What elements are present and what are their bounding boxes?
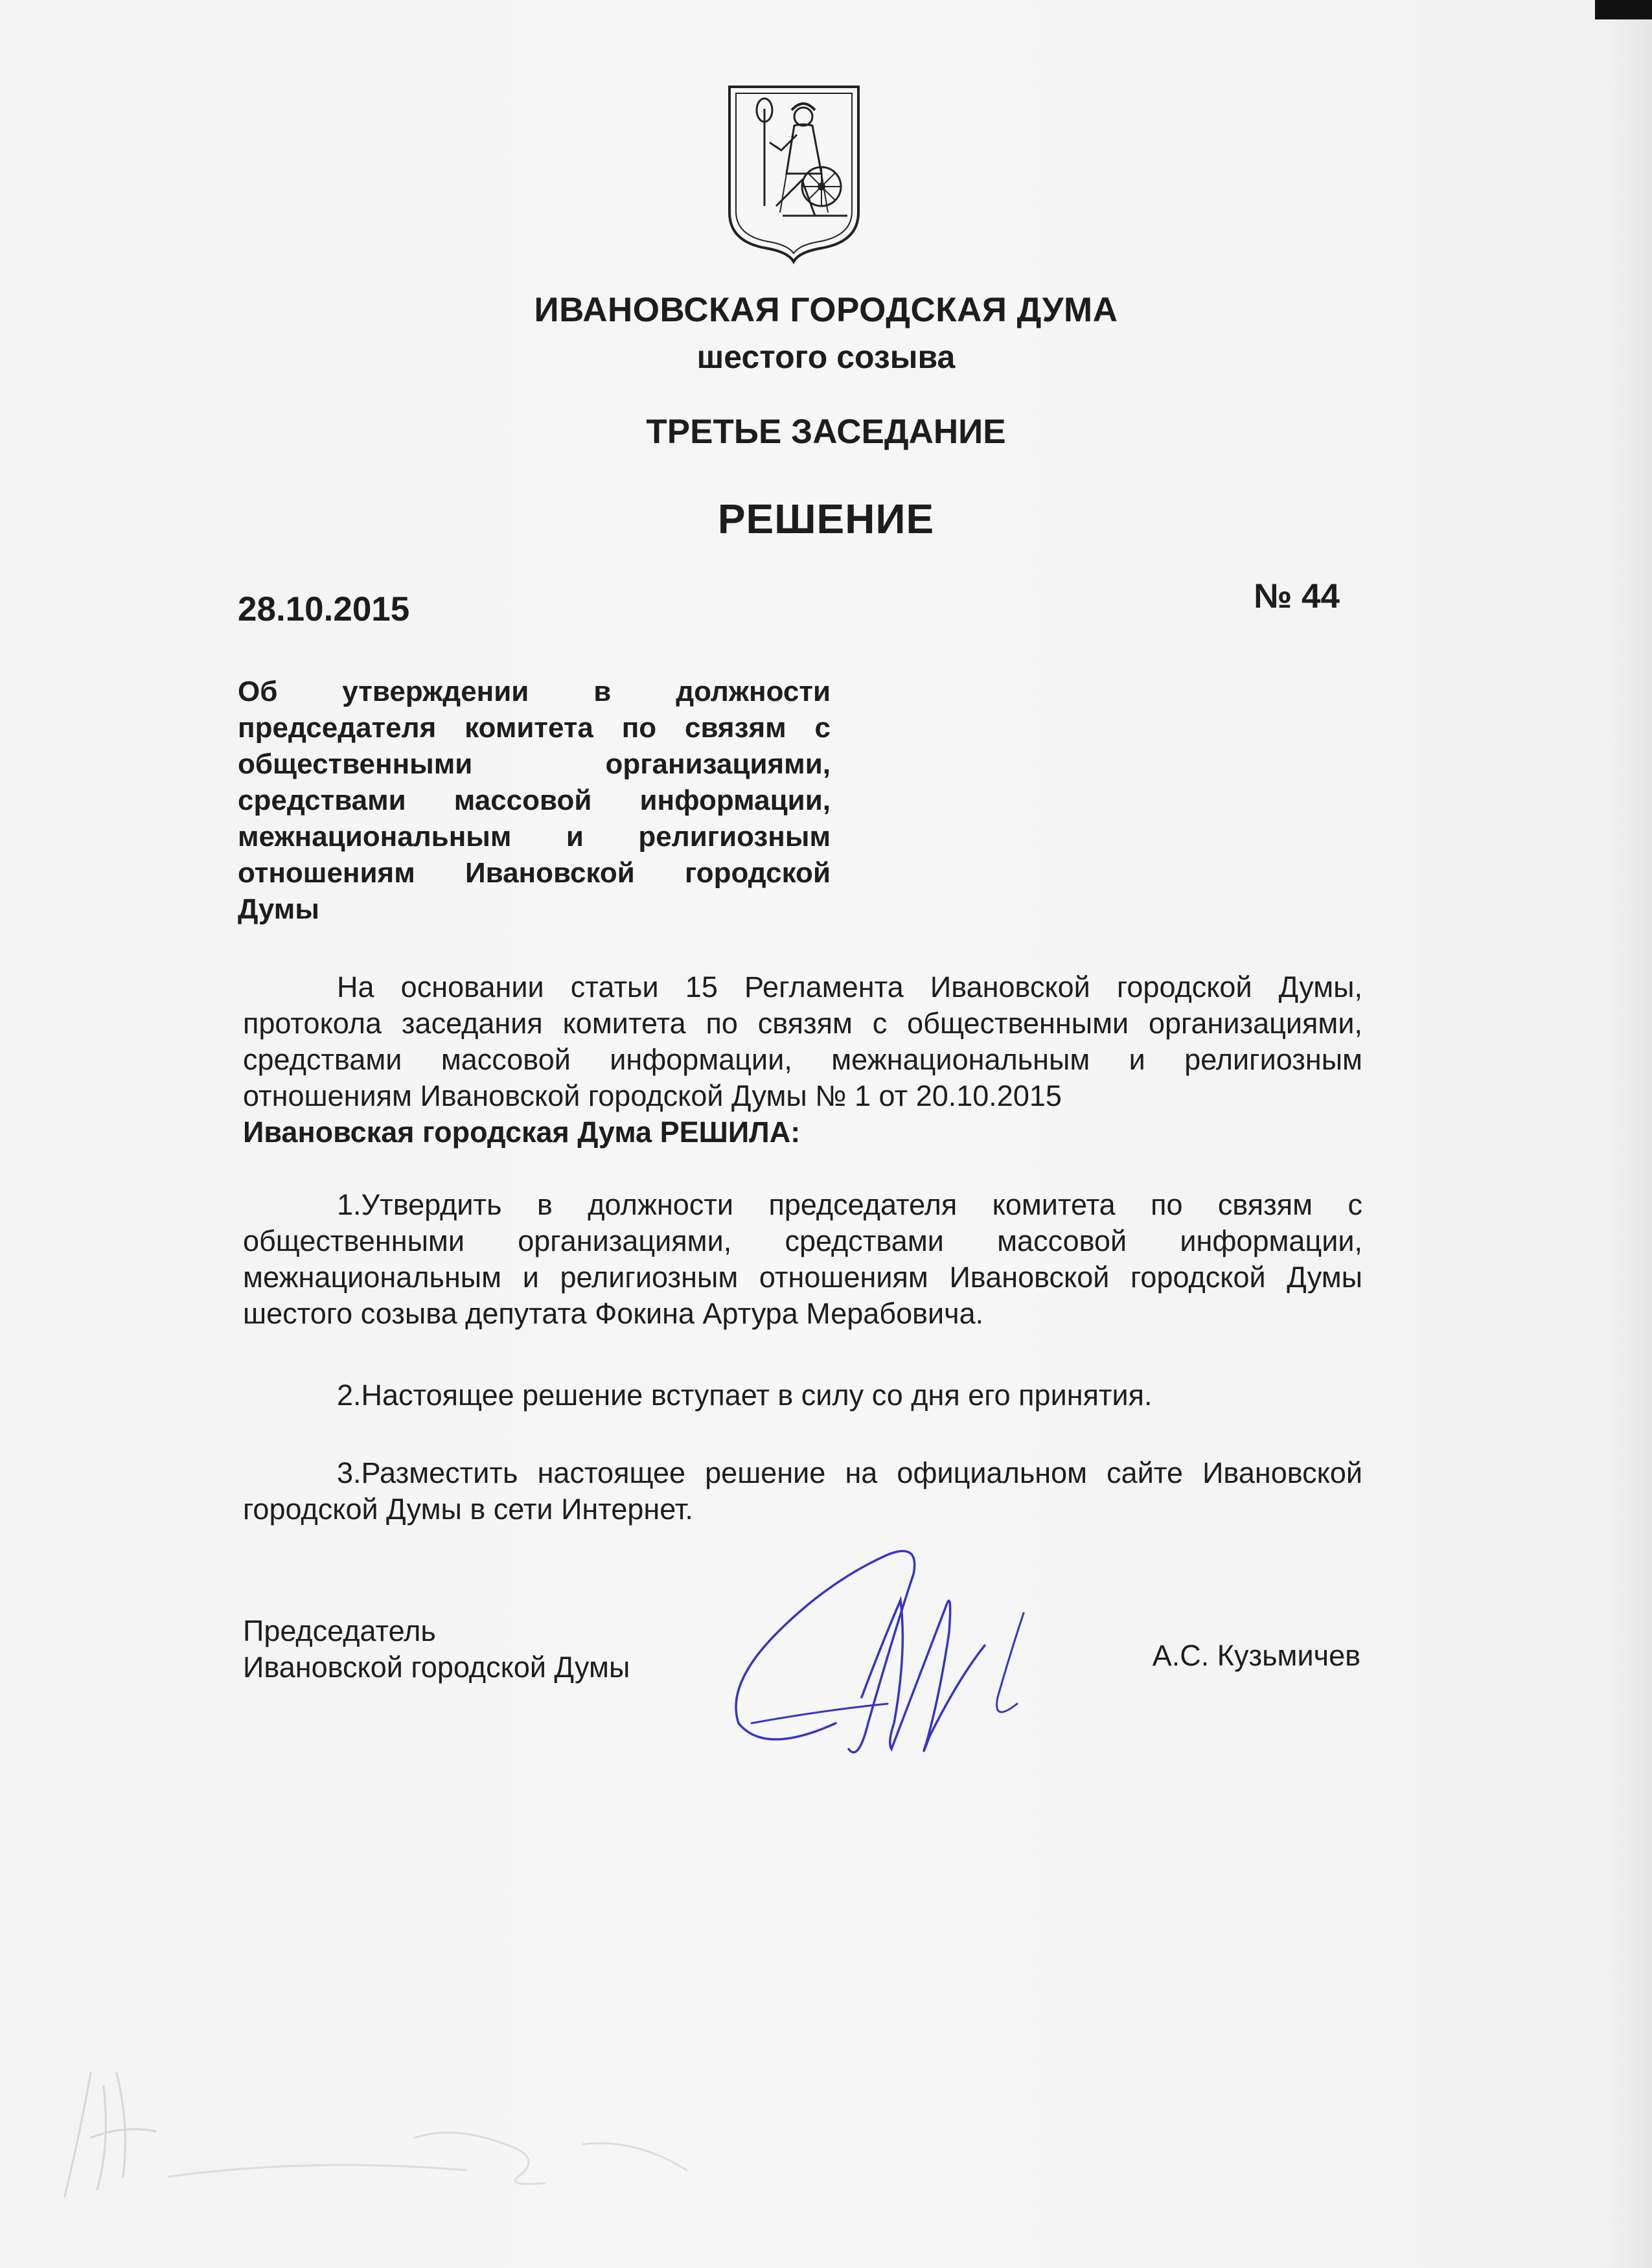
basis-paragraph — [243, 969, 1362, 1151]
convocation: шестого созыва — [696, 339, 956, 375]
basis-text: На основании статьи 15 Регламента Ивановской городской Думы, протокола заседания комитета по связям с общественными организациями, средствами массовой информации, межнациональным и религиозным отношениям Ивановской городской Думы № 1 от 20.10.2015 — [243, 970, 1362, 1112]
signer-name: А.С. Кузьмичев — [1152, 1639, 1360, 1672]
document-date: 28.10.2015 — [238, 590, 410, 628]
document-subject: Об утверждении в должности председателя комитета по связям с общественными организациями, средствами массовой информации, межнациональным и религиозным отношениям Ивановской городской Думы — [238, 676, 831, 925]
item-2-paragraph: 2.Настоящее решение вступает в силу со дня его принятия. — [337, 1379, 1153, 1412]
decided-statement: Ивановская городская Дума РЕШИЛА: — [243, 1116, 801, 1149]
signer-position — [243, 1613, 630, 1686]
item-3-paragraph: 3.Разместить настоящее решение на официальном сайте Ивановской городской Думы в сети Интернет. — [243, 1456, 1362, 1526]
handwritten-signature-icon — [726, 1529, 1062, 1788]
document-type: РЕШЕНИЕ — [717, 496, 935, 542]
city-coat-of-arms-icon — [724, 83, 864, 264]
signer-position-line1: Председатель — [243, 1614, 436, 1647]
document-number: № 44 — [1254, 577, 1340, 615]
organization-name: ИВАНОВСКАЯ ГОРОДСКАЯ ДУМА — [534, 291, 1118, 329]
scan-edge-mark — [1595, 0, 1652, 19]
item-1-paragraph: 1.Утвердить в должности председателя комитета по связям с общественными организациями, средствами массовой информации, межнациональным и религиозным отношениям Ивановской городской Думы шестого созыва депутата Фокина Артура Мерабовича. — [243, 1188, 1362, 1330]
faint-pencil-marks — [52, 2047, 764, 2216]
signer-position-line2: Ивановской городской Думы — [243, 1651, 630, 1684]
session-title: ТРЕТЬЕ ЗАСЕДАНИЕ — [646, 413, 1006, 451]
